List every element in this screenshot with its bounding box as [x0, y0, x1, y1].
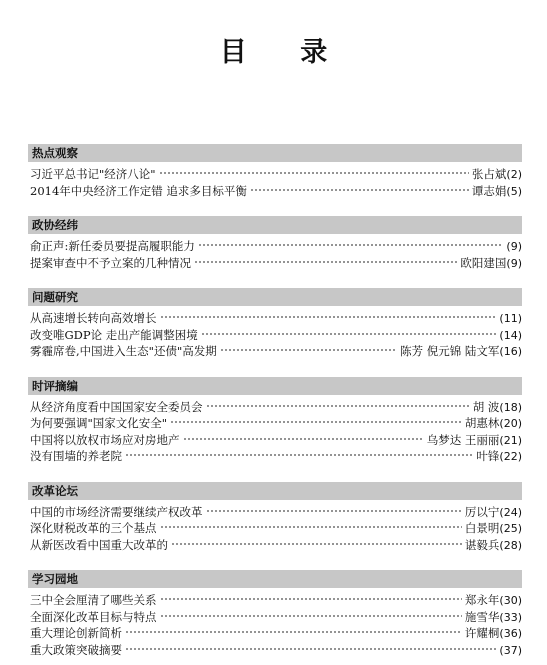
- toc-entry[interactable]: [28, 238, 522, 255]
- entry-page-number: (20): [499, 417, 522, 430]
- section-entries: [28, 238, 522, 271]
- dot-leader: [183, 437, 424, 441]
- entry-title: 从新医改看中国重大改革的: [30, 537, 168, 552]
- table-of-contents: [28, 144, 522, 658]
- entry-title: 提案审查中不予立案的几种情况: [30, 255, 191, 270]
- section-header: [28, 144, 522, 162]
- dot-leader: [250, 188, 469, 192]
- toc-entry[interactable]: [28, 183, 522, 200]
- entry-page-number: (28): [499, 538, 522, 552]
- section-header: [28, 288, 522, 306]
- entry-author: 谭志娟: [471, 183, 507, 198]
- entry-title: 三中全会厘清了哪些关系: [30, 593, 157, 607]
- entry-page-number: (9): [506, 240, 522, 253]
- entry-page-number: (18): [499, 400, 522, 414]
- dot-leader: [206, 404, 470, 408]
- entry-page-number: (2): [506, 168, 522, 181]
- entry-page-number: (36): [499, 627, 522, 640]
- entry-page-number: (5): [506, 184, 522, 198]
- dot-leader: [194, 260, 457, 264]
- toc-entry[interactable]: [28, 625, 522, 642]
- entry-page-number: (33): [499, 610, 522, 624]
- section-entries: [28, 504, 522, 554]
- entry-title: 重大政策突破摘要: [30, 642, 122, 657]
- entry-page-number: (16): [499, 345, 522, 358]
- dot-leader: [198, 243, 504, 247]
- dot-leader: [125, 647, 496, 651]
- dot-leader: [160, 525, 462, 529]
- dot-leader: [220, 348, 397, 352]
- toc-entry[interactable]: [28, 343, 522, 360]
- toc-section: [28, 570, 522, 658]
- entry-author: 胡惠林: [464, 416, 500, 430]
- entry-author: 许耀桐: [464, 626, 500, 640]
- entry-page-number: (22): [499, 450, 522, 463]
- entry-author: 厉以宁: [464, 504, 500, 519]
- toc-entry[interactable]: [28, 504, 522, 521]
- page-title: 目 录: [219, 37, 350, 68]
- section-entries: [28, 310, 522, 360]
- dot-leader: [160, 614, 462, 618]
- entry-page-number: (25): [499, 522, 522, 535]
- section-header: [28, 377, 522, 395]
- entry-author: 谌毅兵: [464, 537, 500, 552]
- entry-page-number: (37): [499, 643, 522, 657]
- entry-author: 郑永年: [464, 593, 500, 607]
- entry-page-number: (30): [499, 594, 522, 607]
- entry-page-number: (9): [506, 256, 522, 270]
- entry-author: 欧阳建国: [460, 255, 507, 270]
- entry-page-number: (14): [499, 328, 522, 342]
- entry-title: 没有围墙的养老院: [30, 449, 122, 463]
- entry-title: 重大理论创新简析: [30, 626, 122, 640]
- dot-leader: [160, 315, 497, 319]
- dot-leader: [125, 453, 473, 457]
- entry-title: 中国的市场经济需要继续产权改革: [30, 504, 203, 519]
- entry-page-number: (11): [499, 312, 522, 325]
- section-label: 学习园地: [32, 572, 78, 586]
- entry-page-number: (24): [499, 505, 522, 519]
- entry-author: 乌梦达 王丽丽: [426, 432, 500, 447]
- entry-title: 深化财税改革的三个基点: [30, 521, 157, 535]
- entry-title: 中国将以放权市场应对房地产: [30, 432, 180, 447]
- toc-entry[interactable]: [28, 537, 522, 554]
- entry-title: 俞正声:新任委员要提高履职能力: [30, 239, 195, 253]
- toc-entry[interactable]: [28, 166, 522, 183]
- entry-author: 胡 波: [472, 399, 500, 414]
- section-header: [28, 570, 522, 588]
- section-label: 改革论坛: [32, 483, 78, 498]
- toc-entry[interactable]: [28, 448, 522, 465]
- toc-entry[interactable]: [28, 255, 522, 272]
- dot-leader: [201, 332, 497, 336]
- toc-entry[interactable]: [28, 609, 522, 626]
- section-label: 时评摘编: [32, 378, 78, 393]
- toc-entry[interactable]: [28, 432, 522, 449]
- section-label: 问题研究: [32, 290, 78, 304]
- entry-title: 改变唯GDP论 走出产能调整困境: [30, 327, 198, 342]
- section-entries: [28, 399, 522, 465]
- dot-leader: [160, 597, 462, 601]
- entry-title: 雾霾席卷,中国进入生态"还债"高发期: [30, 344, 217, 358]
- dot-leader: [125, 630, 462, 634]
- toc-entry[interactable]: [28, 399, 522, 416]
- entry-author: 叶锋: [476, 449, 500, 463]
- toc-section: [28, 288, 522, 360]
- toc-entry[interactable]: [28, 592, 522, 609]
- toc-entry[interactable]: [28, 327, 522, 344]
- section-label: 政协经纬: [32, 218, 78, 232]
- dot-leader: [206, 509, 462, 513]
- dot-leader: [171, 542, 462, 546]
- entry-title: 习近平总书记"经济八论": [30, 167, 156, 181]
- toc-section: [28, 216, 522, 271]
- toc-entry[interactable]: [28, 642, 522, 659]
- entry-author: 陈芳 倪元锦 陆文军: [400, 344, 500, 358]
- entry-title: 从高速增长转向高效增长: [30, 311, 157, 325]
- dot-leader: [159, 171, 469, 175]
- entry-title: 从经济角度看中国国家安全委员会: [30, 399, 203, 414]
- toc-section: [28, 377, 522, 465]
- section-header: [28, 216, 522, 234]
- toc-section: [28, 482, 522, 554]
- entry-page-number: (21): [499, 433, 522, 447]
- entry-title: 全面深化改革目标与特点: [30, 609, 157, 624]
- section-header: [28, 482, 522, 500]
- section-label: 热点观察: [32, 146, 78, 160]
- toc-entry[interactable]: [28, 415, 522, 432]
- entry-author: 张占斌: [471, 167, 507, 181]
- entry-author: 白景明: [464, 521, 500, 535]
- entry-title: 2014年中央经济工作定错 追求多目标平衡: [30, 183, 247, 198]
- toc-entry[interactable]: [28, 310, 522, 327]
- entry-title: 为何要强调"国家文化安全": [30, 416, 168, 430]
- toc-entry[interactable]: [28, 520, 522, 537]
- toc-section: [28, 144, 522, 199]
- section-entries: [28, 592, 522, 658]
- section-entries: [28, 166, 522, 199]
- dot-leader: [170, 420, 462, 424]
- entry-author: 施雪华: [464, 609, 500, 624]
